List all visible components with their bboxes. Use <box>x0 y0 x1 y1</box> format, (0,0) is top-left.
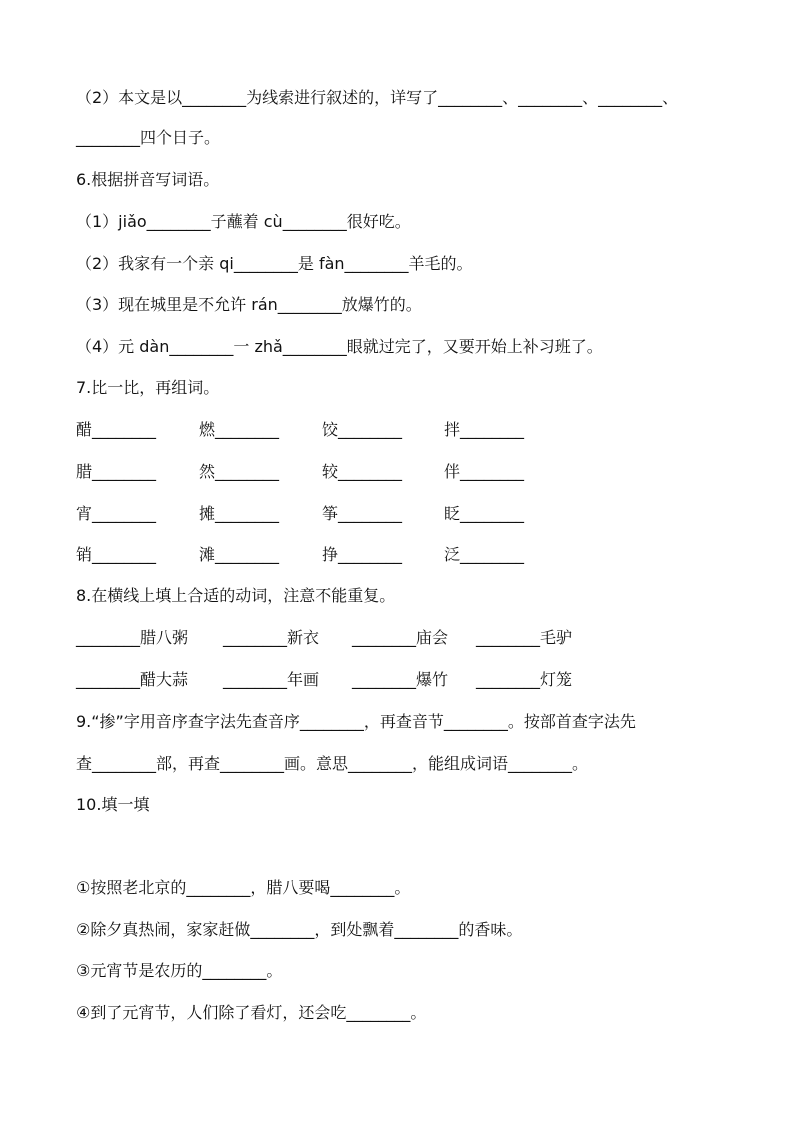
compare-cell: 摊________ <box>199 504 280 523</box>
q10-item-3: ③元宵节是农历的________。 <box>76 961 283 980</box>
q6-item-2: （2）我家有一个亲 qi________是 fàn________羊毛的。 <box>76 254 473 273</box>
compare-cell: 挣________ <box>322 545 403 564</box>
q5-part2-line2: ________四个日子。 <box>76 128 221 147</box>
q10-title: 10.填一填 <box>76 795 150 814</box>
q9-line-2: 查________部，再查________画。意思________，能组成词语________。 <box>76 754 589 773</box>
verb-cell: ________年画 <box>223 670 320 689</box>
compare-cell: 较________ <box>322 462 403 481</box>
compare-cell: 然________ <box>199 462 280 481</box>
q10-item-1: ①按照老北京的________，腊八要喝________。 <box>76 878 411 897</box>
verb-cell: ________新衣 <box>223 628 320 647</box>
q10-item-4: ④到了元宵节，人们除了看灯，还会吃________。 <box>76 1003 427 1022</box>
compare-cell: 拌________ <box>444 420 525 439</box>
compare-cell: 筝________ <box>322 504 403 523</box>
q7-title: 7.比一比，再组词。 <box>76 378 220 397</box>
compare-cell: 宵________ <box>76 504 157 523</box>
compare-cell: 燃________ <box>199 420 280 439</box>
q9-line-1: 9.“掺”字用音序查字法先查音序________，再查音节________。按部首查字法先 <box>76 712 636 731</box>
compare-cell: 销________ <box>76 545 157 564</box>
verb-cell: ________醋大蒜 <box>76 670 189 689</box>
compare-cell: 醋________ <box>76 420 157 439</box>
compare-cell: 滩________ <box>199 545 280 564</box>
compare-cell: 眨________ <box>444 504 525 523</box>
q6-item-3: （3）现在城里是不允许 rán________放爆竹的。 <box>76 295 422 314</box>
verb-cell: ________灯笼 <box>476 670 573 689</box>
q6-item-1: （1）jiǎo________子蘸着 cù________很好吃。 <box>76 212 411 231</box>
compare-cell: 泛________ <box>444 545 525 564</box>
verb-cell: ________毛驴 <box>476 628 573 647</box>
q8-title: 8.在横线上填上合适的动词，注意不能重复。 <box>76 586 396 605</box>
q5-part2-line1: （2）本文是以________为线索进行叙述的，详写了________、________、________、 <box>76 88 679 107</box>
verb-cell: ________爆竹 <box>352 670 449 689</box>
q10-item-2: ②除夕真热闹，家家赶做________，到处飘着________的香味。 <box>76 920 523 939</box>
q6-item-4: （4）元 dàn________一 zhǎ________眼就过完了，又要开始上补习班了。 <box>76 337 603 356</box>
compare-cell: 饺________ <box>322 420 403 439</box>
compare-cell: 腊________ <box>76 462 157 481</box>
q6-title: 6.根据拼音写词语。 <box>76 170 220 189</box>
compare-cell: 伴________ <box>444 462 525 481</box>
verb-cell: ________庙会 <box>352 628 449 647</box>
verb-cell: ________腊八粥 <box>76 628 189 647</box>
